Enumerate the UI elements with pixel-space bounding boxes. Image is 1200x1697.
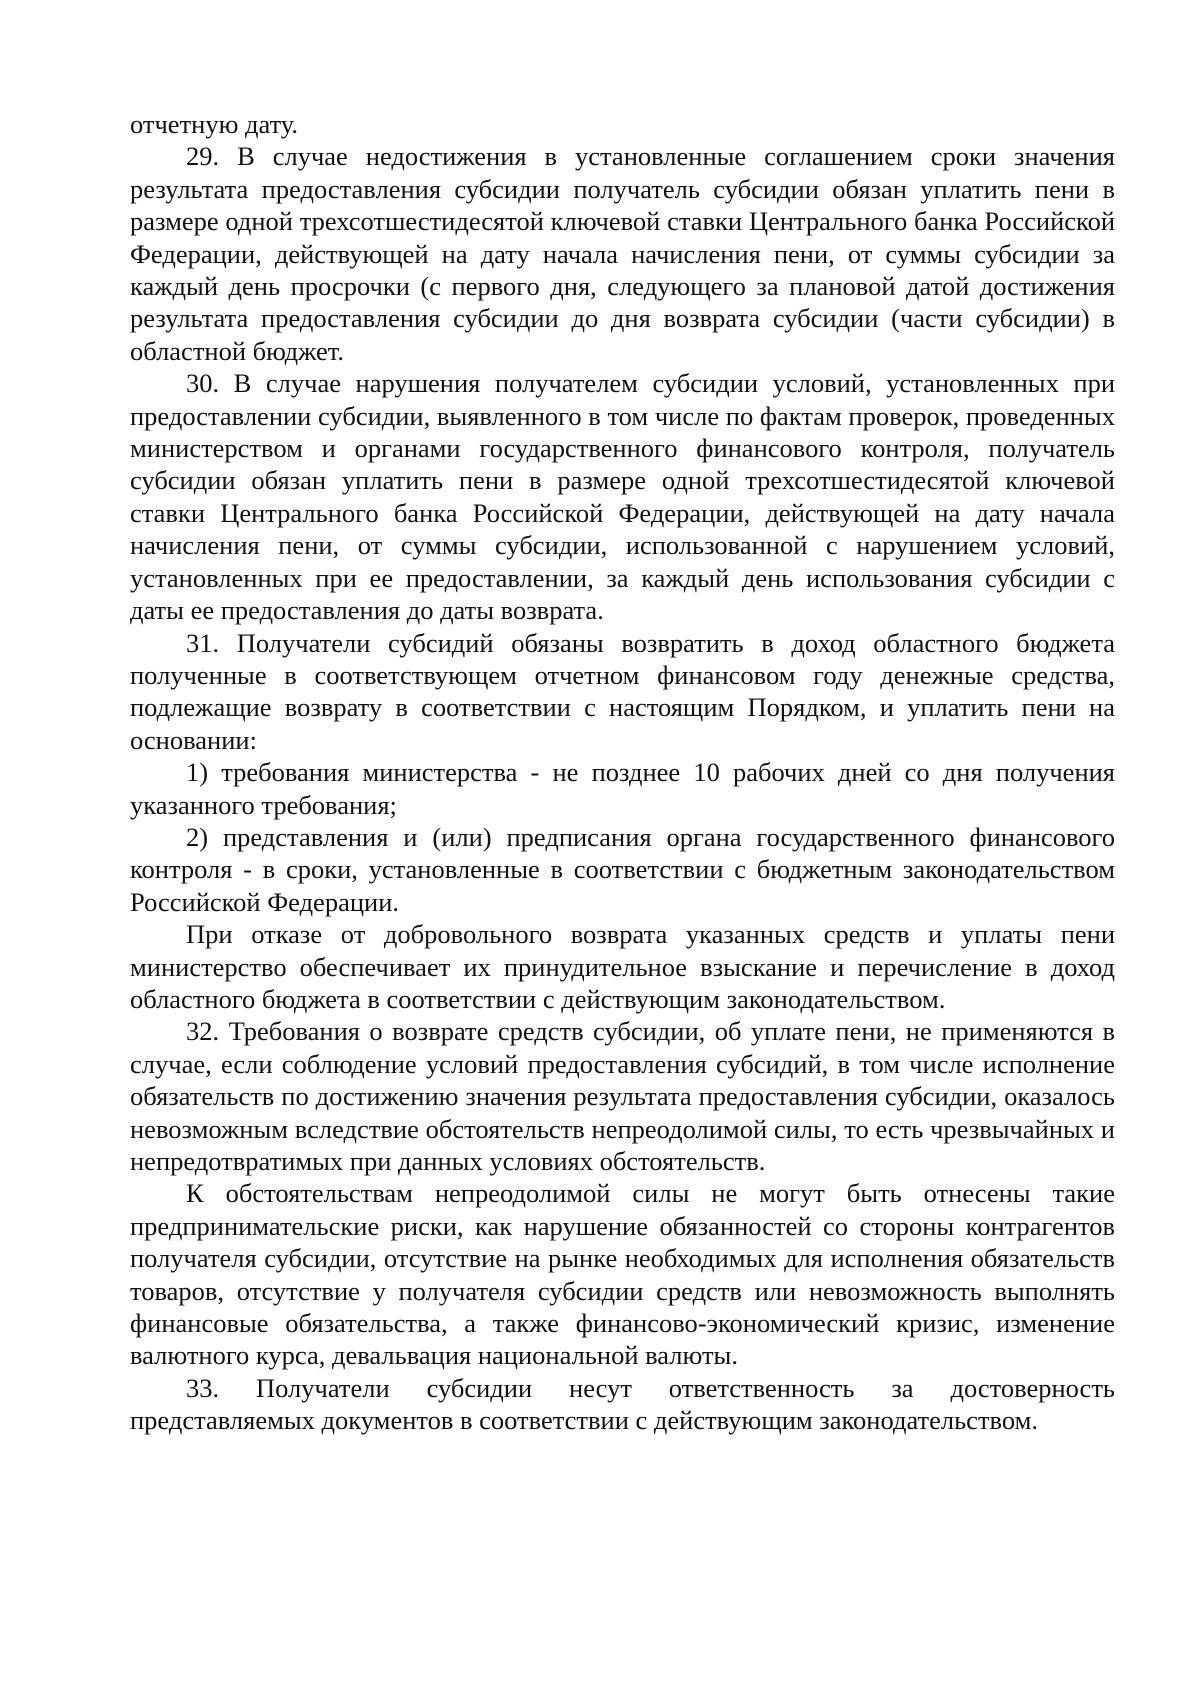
paragraph-continuation: отчетную дату. xyxy=(130,109,299,139)
paragraph-30: 30. В случае нарушения получателем субсидии условий, установленных при предоставлении субсидии, выявленного в том числе по фактам проверок, проведенных министерством и органами государственного финансового контроля, получатель субсидии обязан уплатить пени в размере одной трехсотшестидесятой ключевой ставки Центрального банка Российской Федерации, действующей на дату начала начисления пени, от суммы субсидии, использованной с нарушением условий, установленных при ее предоставлении, за каждый день использования субсидии с даты ее предоставления до даты возврата. xyxy=(130,368,1115,626)
paragraph-32: 32. Требования о возврате средств субсидии, об уплате пени, не применяются в случае, если соблюдение условий предоставления субсидий, в том числе исполнение обязательств по достижению значения результата предоставления субсидии, оказалось невозможным вследствие обстоятельств непреодолимой силы, то есть чрезвычайных и непредотвратимых при данных условиях обстоятельств. xyxy=(130,1016,1115,1176)
paragraph-31-item-2: 2) представления и (или) предписания органа государственного финансового контроля - в сроки, установленные в соответствии с бюджетным законодательством Российской Федерации. xyxy=(130,821,1115,917)
paragraph-33: 33. Получатели субсидии несут ответственность за достоверность представляемых документов в соответствии с действующим законодательством. xyxy=(130,1372,1115,1436)
document-page xyxy=(130,108,1115,1437)
paragraph-31-item-1: 1) требования министерства - не позднее 10 рабочих дней со дня получения указанного требования; xyxy=(130,757,1115,820)
paragraph-31-refusal: При отказе от добровольного возврата указанных средств и уплаты пени министерство обеспечивает их принудительное взыскание и перечисление в доход областного бюджета в соответствии с действующим законодательством. xyxy=(130,919,1115,1014)
paragraph-29: 29. В случае недостижения в установленные соглашением сроки значения результата предоставления субсидии получатель субсидии обязан уплатить пени в размере одной трехсотшестидесятой ключевой ставки Центрального банка Российской Федерации, действующей на дату начала начисления пени, от суммы субсидии за каждый день просрочки (с первого дня, следующего за плановой датой достижения результата предоставления субсидии до дня возврата субсидии (части субсидии) в областной бюджет. xyxy=(130,141,1115,366)
paragraph-32-force-majeure: К обстоятельствам непреодолимой силы не могут быть отнесены такие предпринимательские риски, как нарушение обязанностей со стороны контрагентов получателя субсидии, отсутствие на рынке необходимых для исполнения обязательств товаров, отсутствие у получателя субсидии средств или невозможность выполнять финансовые обязательства, а также финансово-экономический кризис, изменение валютного курса, девальвация национальной валюты. xyxy=(130,1178,1115,1371)
paragraph-31: 31. Получатели субсидий обязаны возвратить в доход областного бюджета полученные в соответствующем отчетном финансовом году денежные средства, подлежащие возврату в соответствии с настоящим Порядком, и уплатить пени на основании: xyxy=(130,627,1115,755)
